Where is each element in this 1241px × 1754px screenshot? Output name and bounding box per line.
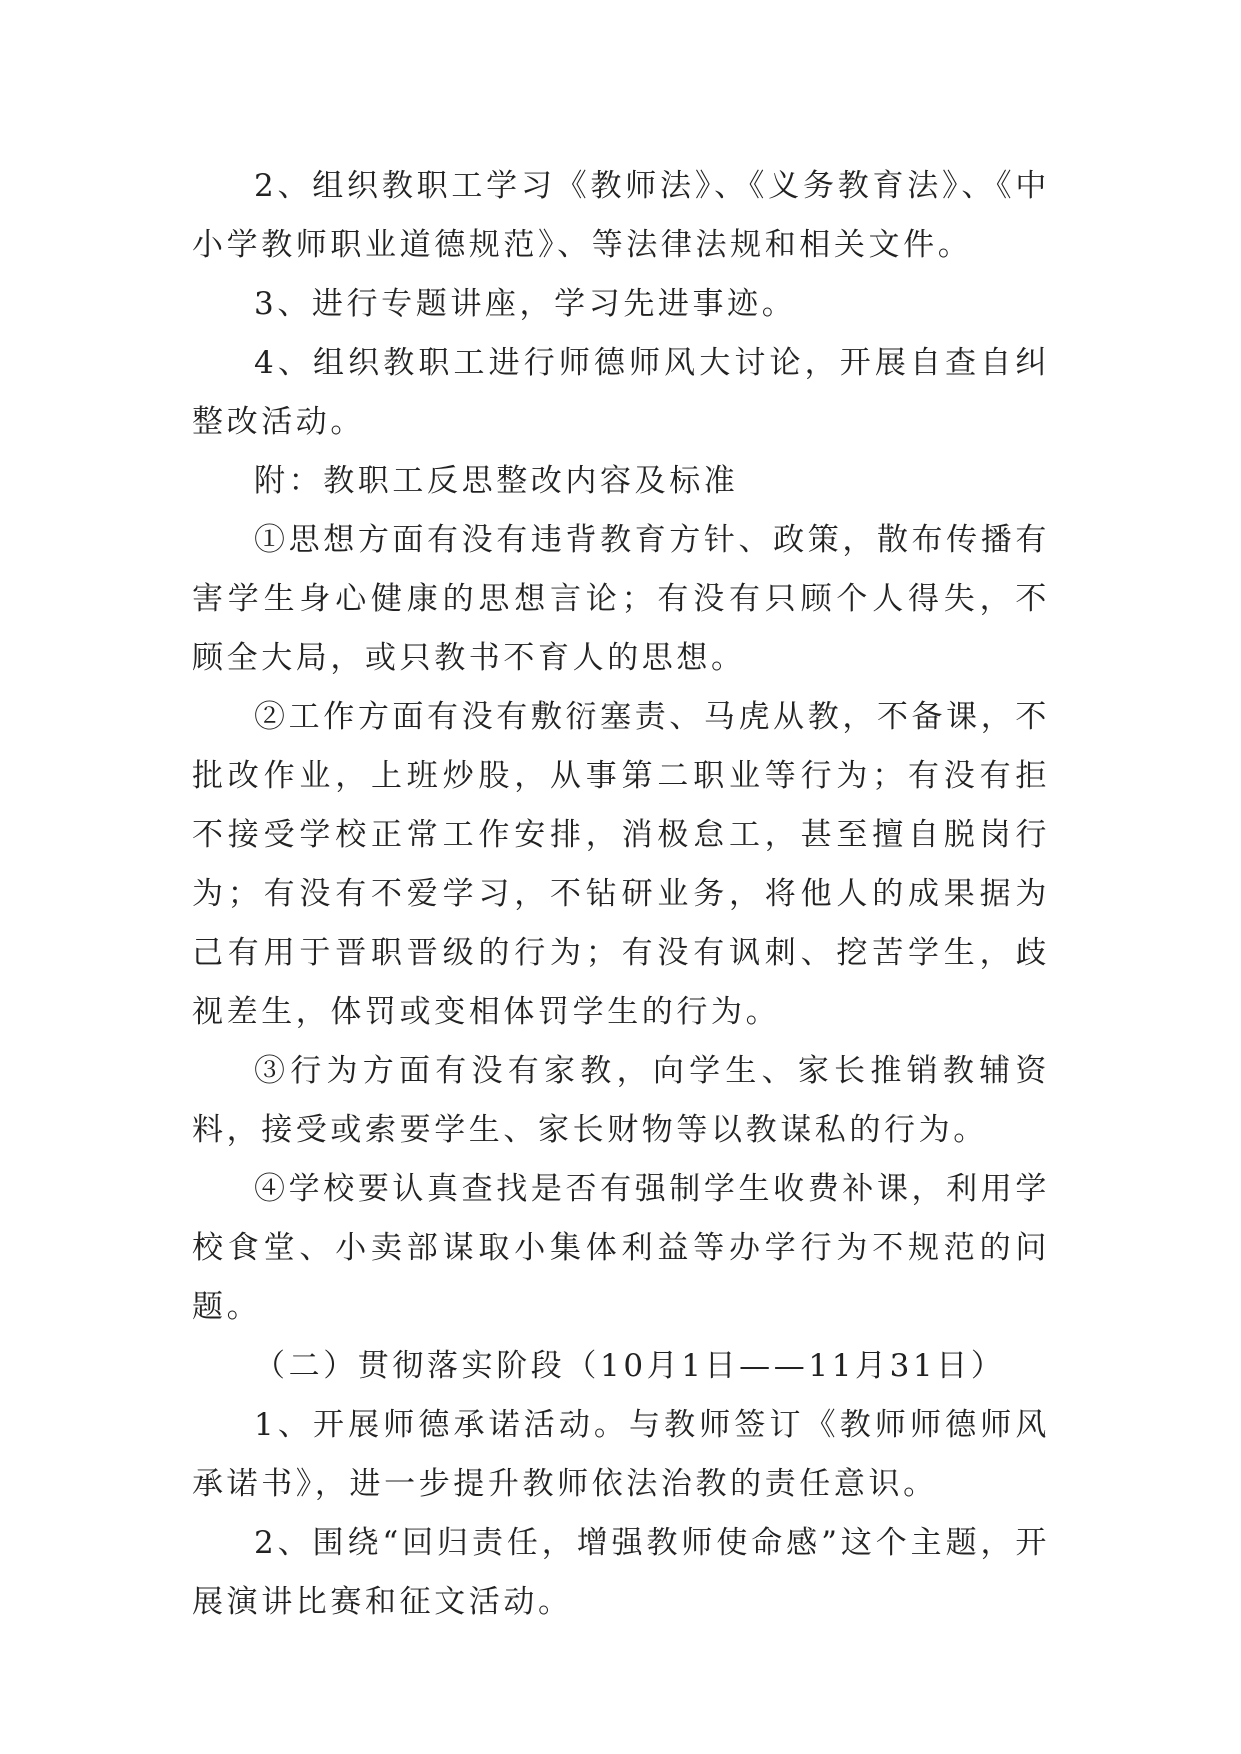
paragraph-item-work: ②工作方面有没有敷衍塞责、马虎从教，不备课，不批改作业，上班炒股，从事第二职业等行为；有没有拒不接受学校正常工作安排，消极怠工，甚至擅自脱岗行为；有没有不爱学习，不钻研业务，将他人的成果据为己有用于晋职晋级的行为；有没有讽刺、挖苦学生，歧视差生，体罚或变相体罚学生的行为。 <box>192 699 1050 1030</box>
paragraph-lectures: 3、进行专题讲座，学习先进事迹。 <box>254 286 797 322</box>
paragraph-commitment: 1、开展师德承诺活动。与教师签订《教师师德师风承诺书》，进一步提升教师依法治教的责任意识。 <box>192 1407 1050 1502</box>
document-body <box>192 157 1050 1632</box>
paragraph-item-thought: ①思想方面有没有违背教育方针、政策，散布传播有害学生身心健康的思想言论；有没有只顾个人得失，不顾全大局，或只教书不育人的思想。 <box>192 522 1050 676</box>
paragraph-speech-contest: 2、围绕“回归责任，增强教师使命感”这个主题，开展演讲比赛和征文活动。 <box>192 1525 1050 1620</box>
paragraph-appendix-heading: 附：教职工反思整改内容及标准 <box>254 463 739 499</box>
paragraph-discussion: 4、组织教职工进行师德师风大讨论，开展自查自纠整改活动。 <box>192 345 1050 440</box>
paragraph-item-school: ④学校要认真查找是否有强制学生收费补课，利用学校食堂、小卖部谋取小集体利益等办学行为不规范的问题。 <box>192 1171 1050 1325</box>
section-heading-implementation: （二）贯彻落实阶段（10月1日——11月31日） <box>254 1348 1006 1384</box>
paragraph-item-behavior: ③行为方面有没有家教，向学生、家长推销教辅资料，接受或索要学生、家长财物等以教谋私的行为。 <box>192 1053 1050 1148</box>
paragraph-study-laws: 2、组织教职工学习《教师法》、《义务教育法》、《中小学教师职业道德规范》、等法律法规和相关文件。 <box>192 168 1050 263</box>
